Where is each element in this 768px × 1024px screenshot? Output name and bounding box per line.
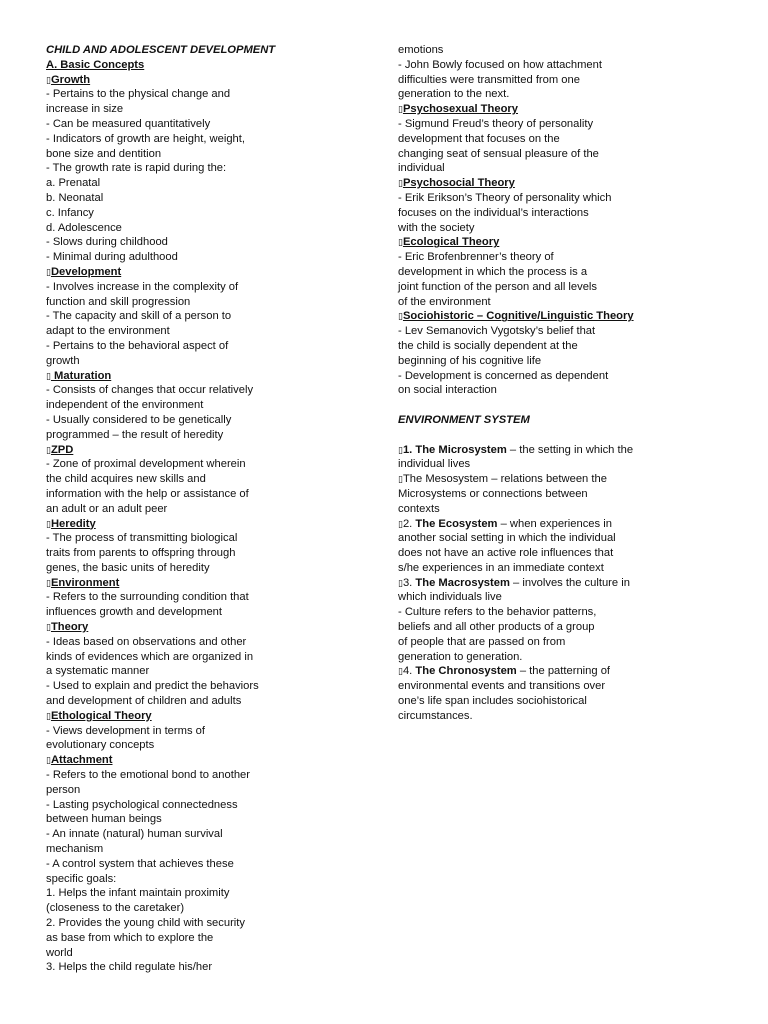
heading-maturation: ▯ Maturation: [46, 369, 112, 382]
text-line: the child acquires new skills and: [46, 473, 206, 486]
text-line: - Can be measured quantitatively: [46, 117, 211, 130]
box-glyph-icon: ▯: [398, 666, 402, 677]
development-body: [46, 280, 286, 369]
text-line: b. Neonatal: [46, 191, 104, 204]
box-glyph-icon: ▯: [398, 104, 402, 115]
text-line: - Minimal during adulthood: [46, 251, 178, 264]
text-line: - Ideas based on observations and other: [46, 635, 247, 648]
text-line: - An innate (natural) human survival: [46, 828, 223, 841]
box-glyph-icon: ▯: [398, 311, 402, 322]
box-glyph-icon: ▯: [46, 710, 50, 721]
chronosystem-body: [398, 679, 654, 723]
environment-body: [46, 590, 286, 620]
text-line: - Culture refers to the behavior patterns,: [398, 606, 597, 619]
box-glyph-icon: ▯: [46, 577, 50, 588]
text-line: - Zone of proximal development wherein: [46, 458, 246, 471]
text-line: and development of children and adults: [46, 695, 242, 708]
text-line: one’s life span includes sociohistorical: [398, 695, 587, 708]
text-line: - Lasting psychological connectedness: [46, 798, 238, 811]
text-line: - Sigmund Freud’s theory of personality: [398, 117, 594, 130]
box-glyph-icon: ▯: [398, 577, 402, 588]
psychosocial-body: [398, 191, 654, 235]
text-line: influences growth and development: [46, 606, 223, 619]
maturation-body: [46, 383, 286, 442]
text-line: - Pertains to the behavioral aspect of: [46, 339, 229, 352]
attachment-body: [46, 768, 286, 975]
heading-ecological-theory: ▯Ecological Theory: [398, 236, 500, 249]
text-line: development in which the process is a: [398, 265, 588, 278]
text-line: the child is socially dependent at the: [398, 339, 578, 352]
text-line: person: [46, 783, 81, 796]
text-line: - Refers to the surrounding condition that: [46, 591, 249, 604]
text-line: - Consists of changes that occur relatively: [46, 384, 254, 397]
spacer: [398, 398, 654, 413]
theory-body: [46, 635, 286, 709]
text-line: - Refers to the emotional bond to another: [46, 769, 250, 782]
text-line: of people that are passed on from: [398, 635, 566, 648]
text-line: c. Infancy: [46, 206, 94, 219]
text-line: generation to the next.: [398, 88, 510, 101]
text-line: a systematic manner: [46, 665, 150, 678]
text-line: 1. Helps the infant maintain proximity: [46, 887, 230, 900]
box-glyph-icon: ▯: [46, 74, 50, 85]
text-line: - Involves increase in the complexity of: [46, 280, 239, 293]
mesosystem-body: [398, 487, 654, 517]
text-line: environmental events and transitions over: [398, 680, 606, 693]
text-line: - The process of transmitting biological: [46, 532, 238, 545]
heading-psychosexual-theory: ▯Psychosexual Theory: [398, 103, 518, 116]
text-line: difficulties were transmitted from one: [398, 73, 580, 86]
text-line: specific goals:: [46, 872, 117, 885]
document-title: CHILD AND ADOLESCENT DEVELOPMENT: [46, 44, 276, 56]
box-glyph-icon: ▯: [398, 237, 402, 248]
text-line: kinds of evidences which are organized in: [46, 650, 254, 663]
text-line: circumstances.: [398, 709, 473, 722]
text-line: - A control system that achieves these: [46, 857, 234, 870]
attachment-continued: [398, 43, 654, 102]
box-glyph-icon: ▯: [46, 755, 50, 766]
text-line: development that focuses on the: [398, 132, 560, 145]
text-line: Microsystems or connections between: [398, 487, 588, 500]
text-line: growth: [46, 354, 80, 367]
text-line: contexts: [398, 502, 440, 515]
text-line: world: [46, 946, 73, 959]
text-line: which individuals live: [398, 591, 502, 604]
text-line: - Slows during childhood: [46, 236, 168, 249]
box-glyph-icon: ▯: [398, 178, 402, 189]
text-line: - Erik Erikson’s Theory of personality which: [398, 191, 612, 204]
text-line: traits from parents to offspring through: [46, 547, 236, 560]
text-line: adapt to the environment: [46, 325, 170, 338]
sociohistoric-body: [398, 324, 654, 398]
text-line: independent of the environment: [46, 399, 204, 412]
heading-growth: ▯Growth: [46, 73, 91, 86]
text-line: joint function of the person and all levels: [398, 280, 598, 293]
heading-theory: ▯Theory: [46, 621, 89, 634]
heading-zpd: ▯ZPD: [46, 443, 74, 456]
box-glyph-icon: ▯: [46, 518, 50, 529]
box-glyph-icon: ▯: [46, 622, 50, 633]
text-line: increase in size: [46, 103, 124, 116]
text-line: function and skill progression: [46, 295, 191, 308]
mesosystem-line: ▯The Mesosystem – relations between the: [398, 473, 607, 486]
text-line: beginning of his cognitive life: [398, 354, 542, 367]
text-line: programmed – the result of heredity: [46, 428, 224, 441]
text-line: focuses on the individual’s interactions: [398, 206, 589, 219]
text-line: - The capacity and skill of a person to: [46, 310, 232, 323]
heading-psychosocial-theory: ▯Psychosocial Theory: [398, 177, 515, 190]
ecological-body: [398, 250, 654, 309]
text-line: another social setting in which the individual: [398, 532, 616, 545]
text-line: emotions: [398, 44, 444, 56]
heading-environment: ▯Environment: [46, 576, 120, 589]
text-line: - Eric Brofenbrenner’s theory of: [398, 251, 554, 264]
heading-sociohistoric-theory: ▯Sociohistoric – Cognitive/Linguistic Theory: [398, 310, 634, 323]
text-line: mechanism: [46, 843, 104, 856]
environment-system-title: ENVIRONMENT SYSTEM: [398, 413, 530, 426]
text-line: - Views development in terms of: [46, 724, 205, 737]
text-line: - Indicators of growth are height, weight,: [46, 132, 245, 145]
text-line: bone size and dentition: [46, 147, 162, 160]
section-subtitle: A. Basic Concepts: [46, 58, 145, 71]
text-line: - Lev Semanovich Vygotsky’s belief that: [398, 325, 596, 338]
psychosexual-body: [398, 117, 654, 176]
box-glyph-icon: ▯: [398, 474, 402, 485]
heading-development: ▯Development: [46, 265, 122, 278]
zpd-body: [46, 457, 286, 516]
text-line: generation to generation.: [398, 650, 523, 663]
text-line: d. Adolescence: [46, 221, 122, 234]
text-line: s/he experiences in an immediate context: [398, 561, 604, 574]
text-line: changing seat of sensual pleasure of the: [398, 147, 599, 160]
text-line: - Pertains to the physical change and: [46, 88, 231, 101]
right-column: [398, 43, 654, 724]
text-line: with the society: [398, 221, 475, 234]
heading-ethological-theory: ▯Ethological Theory: [46, 709, 152, 722]
text-line: 3. Helps the child regulate his/her: [46, 961, 213, 974]
text-line: between human beings: [46, 813, 162, 826]
text-line: an adult or an adult peer: [46, 502, 168, 515]
microsystem-body: [398, 457, 654, 472]
text-line: individual: [398, 162, 445, 175]
box-glyph-icon: ▯: [398, 518, 402, 529]
microsystem-line: ▯1. The Microsystem – the setting in which the: [398, 443, 634, 456]
heading-attachment: ▯Attachment: [46, 754, 113, 767]
text-line: 2. Provides the young child with security: [46, 917, 245, 930]
heredity-body: [46, 531, 286, 575]
text-line: information with the help or assistance of: [46, 487, 249, 500]
text-line: - The growth rate is rapid during the:: [46, 162, 227, 175]
box-glyph-icon: ▯: [46, 444, 50, 455]
text-line: beliefs and all other products of a group: [398, 621, 595, 634]
heading-heredity: ▯Heredity: [46, 517, 96, 530]
macrosystem-line: ▯3. The Macrosystem – involves the culture in: [398, 576, 630, 589]
box-glyph-icon: ▯: [46, 266, 50, 277]
box-glyph-icon: ▯: [398, 444, 402, 455]
text-line: individual lives: [398, 458, 471, 471]
text-line: does not have an active role influences that: [398, 547, 614, 560]
text-line: a. Prenatal: [46, 177, 101, 190]
text-line: on social interaction: [398, 384, 497, 397]
left-column: [46, 43, 286, 975]
spacer: [398, 428, 654, 443]
text-line: genes, the basic units of heredity: [46, 561, 210, 574]
chronosystem-line: ▯4. The Chronosystem – the patterning of: [398, 665, 611, 678]
text-line: of the environment: [398, 295, 491, 308]
macrosystem-body: [398, 590, 654, 664]
growth-body: [46, 87, 286, 265]
text-line: - Usually considered to be genetically: [46, 413, 232, 426]
text-line: - Used to explain and predict the behaviors: [46, 680, 259, 693]
text-line: - Development is concerned as dependent: [398, 369, 609, 382]
ethological-body: [46, 724, 286, 754]
box-glyph-icon: ▯: [46, 370, 50, 381]
text-line: (closeness to the caretaker): [46, 902, 185, 915]
ecosystem-line: ▯2. The Ecosystem – when experiences in: [398, 517, 612, 530]
text-line: as base from which to explore the: [46, 931, 214, 944]
text-line: - John Bowly focused on how attachment: [398, 58, 602, 71]
ecosystem-body: [398, 531, 654, 575]
text-line: evolutionary concepts: [46, 739, 155, 752]
